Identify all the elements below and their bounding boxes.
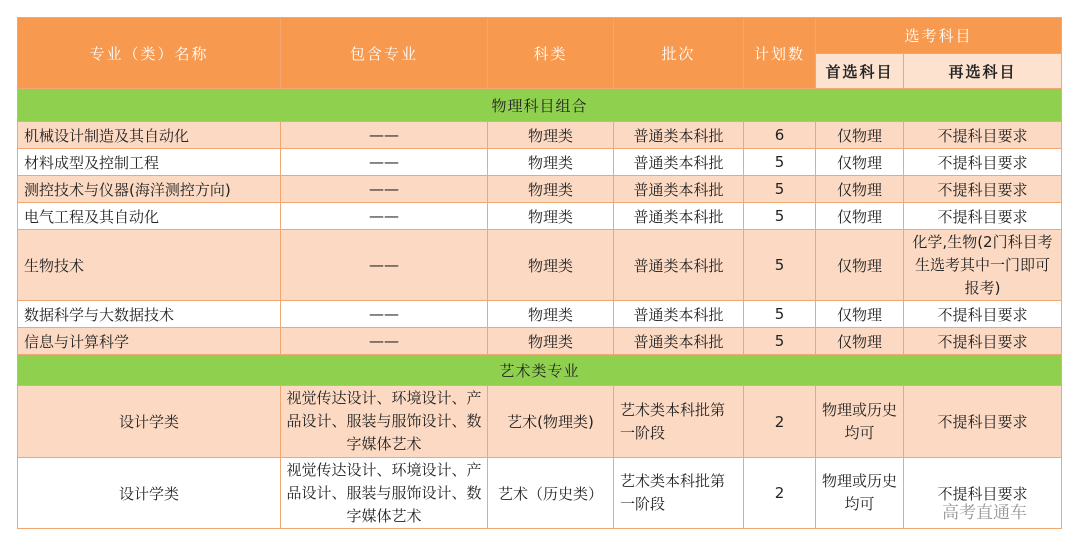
table-header bbox=[18, 18, 1062, 89]
table-row bbox=[18, 458, 1062, 529]
cell-second: 不提科目要求 bbox=[904, 203, 1062, 230]
cell-plan: 2 bbox=[744, 386, 816, 458]
group-row bbox=[18, 89, 1062, 122]
cell-batch: 艺术类本科批第一阶段 bbox=[614, 386, 744, 458]
cell-category: 物理类 bbox=[488, 328, 614, 355]
cell-second: 不提科目要求 bbox=[904, 301, 1062, 328]
cell-included: —— bbox=[281, 176, 488, 203]
cell-plan: 2 bbox=[744, 458, 816, 529]
cell-batch: 普通类本科批 bbox=[614, 301, 744, 328]
cell-category: 物理类 bbox=[488, 203, 614, 230]
cell-first: 仅物理 bbox=[816, 203, 904, 230]
cell-second: 不提科目要求 bbox=[904, 328, 1062, 355]
cell-first: 仅物理 bbox=[816, 122, 904, 149]
header-subjects: 选考科目 bbox=[816, 18, 1062, 54]
cell-plan: 6 bbox=[744, 122, 816, 149]
admission-plan-table bbox=[17, 17, 1062, 529]
group-title: 物理科目组合 bbox=[18, 89, 1062, 122]
cell-included: 视觉传达设计、环境设计、产品设计、服装与服饰设计、数字媒体艺术 bbox=[281, 386, 488, 458]
group-title: 艺术类专业 bbox=[18, 355, 1062, 386]
header-included: 包含专业 bbox=[281, 18, 488, 89]
cell-category: 艺术(物理类) bbox=[488, 386, 614, 458]
cell-batch: 普通类本科批 bbox=[614, 122, 744, 149]
table-row bbox=[18, 149, 1062, 176]
group-row bbox=[18, 355, 1062, 386]
cell-plan: 5 bbox=[744, 203, 816, 230]
cell-batch: 普通类本科批 bbox=[614, 203, 744, 230]
table-row bbox=[18, 122, 1062, 149]
cell-batch: 普通类本科批 bbox=[614, 328, 744, 355]
cell-included: —— bbox=[281, 328, 488, 355]
cell-included: 视觉传达设计、环境设计、产品设计、服装与服饰设计、数字媒体艺术 bbox=[281, 458, 488, 529]
cell-included: —— bbox=[281, 149, 488, 176]
cell-name: 设计学类 bbox=[18, 458, 281, 529]
cell-included: —— bbox=[281, 203, 488, 230]
cell-plan: 5 bbox=[744, 176, 816, 203]
cell-plan: 5 bbox=[744, 328, 816, 355]
cell-name: 数据科学与大数据技术 bbox=[18, 301, 281, 328]
cell-name: 电气工程及其自动化 bbox=[18, 203, 281, 230]
cell-included: —— bbox=[281, 230, 488, 301]
cell-first: 仅物理 bbox=[816, 328, 904, 355]
header-name: 专业（类）名称 bbox=[18, 18, 281, 89]
cell-second: 不提科目要求 bbox=[904, 458, 1062, 529]
header-batch: 批次 bbox=[614, 18, 744, 89]
cell-plan: 5 bbox=[744, 301, 816, 328]
header-second-choice: 再选科目 bbox=[904, 54, 1062, 89]
cell-category: 物理类 bbox=[488, 122, 614, 149]
cell-name: 信息与计算科学 bbox=[18, 328, 281, 355]
cell-included: —— bbox=[281, 301, 488, 328]
table-row bbox=[18, 301, 1062, 328]
table-row bbox=[18, 230, 1062, 301]
cell-plan: 5 bbox=[744, 149, 816, 176]
table-row bbox=[18, 386, 1062, 458]
cell-category: 物理类 bbox=[488, 301, 614, 328]
cell-second: 不提科目要求 bbox=[904, 122, 1062, 149]
cell-batch: 艺术类本科批第一阶段 bbox=[614, 458, 744, 529]
cell-category: 物理类 bbox=[488, 176, 614, 203]
header-first-choice: 首选科目 bbox=[816, 54, 904, 89]
cell-name: 材料成型及控制工程 bbox=[18, 149, 281, 176]
table-row bbox=[18, 176, 1062, 203]
cell-batch: 普通类本科批 bbox=[614, 149, 744, 176]
cell-batch: 普通类本科批 bbox=[614, 230, 744, 301]
table-row bbox=[18, 203, 1062, 230]
cell-name: 生物技术 bbox=[18, 230, 281, 301]
cell-first: 仅物理 bbox=[816, 176, 904, 203]
cell-category: 物理类 bbox=[488, 149, 614, 176]
cell-first: 物理或历史均可 bbox=[816, 458, 904, 529]
cell-category: 艺术（历史类） bbox=[488, 458, 614, 529]
cell-first: 仅物理 bbox=[816, 149, 904, 176]
cell-first: 仅物理 bbox=[816, 230, 904, 301]
cell-first: 仅物理 bbox=[816, 301, 904, 328]
table-row bbox=[18, 328, 1062, 355]
cell-second: 不提科目要求 bbox=[904, 149, 1062, 176]
cell-category: 物理类 bbox=[488, 230, 614, 301]
cell-plan: 5 bbox=[744, 230, 816, 301]
cell-included: —— bbox=[281, 122, 488, 149]
cell-name: 机械设计制造及其自动化 bbox=[18, 122, 281, 149]
header-category: 科类 bbox=[488, 18, 614, 89]
cell-second: 不提科目要求 bbox=[904, 176, 1062, 203]
watermark: 高考直通车 bbox=[942, 503, 1027, 523]
cell-second: 化学,生物(2门科目考生选考其中一门即可报考) bbox=[904, 230, 1062, 301]
header-plan: 计划数 bbox=[744, 18, 816, 89]
cell-batch: 普通类本科批 bbox=[614, 176, 744, 203]
cell-first: 物理或历史均可 bbox=[816, 386, 904, 458]
cell-name: 测控技术与仪器(海洋测控方向) bbox=[18, 176, 281, 203]
cell-second: 不提科目要求 bbox=[904, 386, 1062, 458]
cell-name: 设计学类 bbox=[18, 386, 281, 458]
